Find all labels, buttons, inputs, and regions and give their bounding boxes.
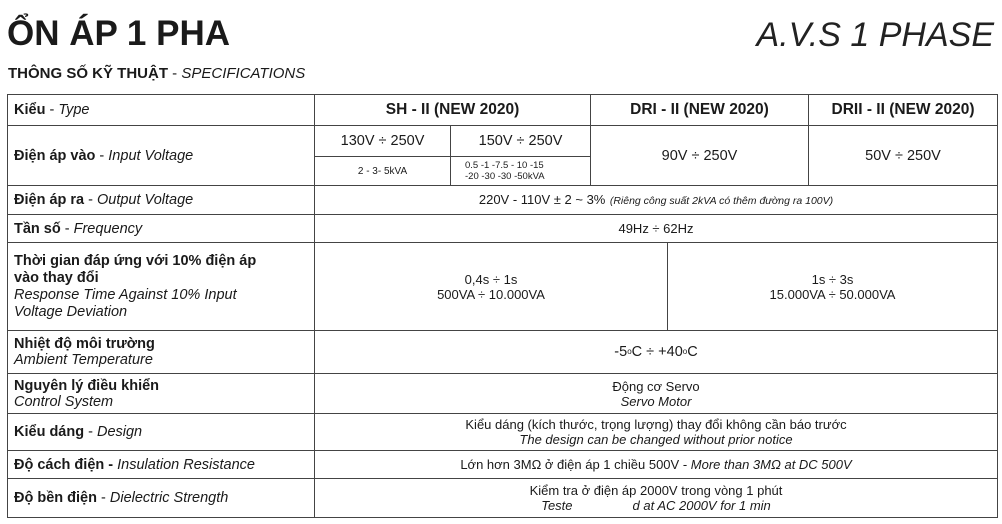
label-dielectric-strength: Độ bền điện - Dielectric Strength [8,479,315,518]
insulation-resistance-value: Lớn hơn 3MΩ ở điện áp 1 chiều 500V - More than 3MΩ at DC 500V [315,451,998,479]
header-dri-ii: DRI - II (NEW 2020) [591,95,809,126]
dielectric-strength-value: Kiểm tra ở điện áp 2000V trong vòng 1 phút Teste d at AC 2000V for 1 min [315,479,998,518]
label-control-system: Nguyên lý điều khiển Control System [8,374,315,414]
response-time-small: 0,4s ÷ 1s 500VA ÷ 10.000VA [315,243,668,331]
row-input-voltage [8,126,998,157]
label-frequency: Tần số - Frequency [8,215,315,243]
row-ambient-temperature [8,331,998,374]
section-heading-vi: THÔNG SỐ KỸ THUẬT [8,65,168,82]
row-response-time [8,243,998,331]
header-drii-ii: DRII - II (NEW 2020) [809,95,998,126]
header-sh-ii: SH - II (NEW 2020) [315,95,591,126]
sh-power-b: 0.5 -1 -7.5 - 10 -15 -20 -30 -30 -50kVA [451,157,591,186]
label-ambient-temperature: Nhiệt độ môi trường Ambient Temperature [8,331,315,374]
section-heading-separator: - [168,65,182,82]
row-insulation-resistance [8,451,998,479]
output-voltage-note: (Riêng công suất 2kVA có thêm đường ra 100V) [609,195,834,207]
row-dielectric-strength [8,479,998,518]
spec-table [7,94,998,518]
section-heading-en: SPECIFICATIONS [181,65,306,82]
row-output-voltage [8,186,998,215]
row-design [8,414,998,451]
label-type: Kiểu - Type [8,95,315,126]
page-title: ỔN ÁP 1 PHA [7,14,231,53]
ambient-temperature-value: $-5^oC \div +40^oC$ [315,331,998,374]
page-title-english: A.V.S 1 PHASE [756,16,994,54]
row-control-system [8,374,998,414]
response-time-large: 1s ÷ 3s 15.000VA ÷ 50.000VA [668,243,998,331]
drii-input-range: 50V ÷ 250V [809,126,998,186]
dri-input-range: 90V ÷ 250V [591,126,809,186]
label-design: Kiểu dáng - Design [8,414,315,451]
label-output-voltage: Điện áp ra - Output Voltage [8,186,315,215]
output-voltage-value: 220V - 110V ± 2 ~ 3% (Riêng công suất 2kVA có thêm đường ra 100V) [315,186,998,215]
section-heading [8,64,305,84]
sh-power-a: 2 - 3- 5kVA [315,157,451,186]
label-input-voltage: Điện áp vào - Input Voltage [8,126,315,186]
control-system-value: Động cơ Servo Servo Motor [315,374,998,414]
frequency-value: 49Hz ÷ 62Hz [315,215,998,243]
sh-range-b: 150V ÷ 250V [451,126,591,157]
row-type [8,95,998,126]
sh-range-a: 130V ÷ 250V [315,126,451,157]
row-frequency [8,215,998,243]
label-insulation-resistance: Độ cách điện - Insulation Resistance [8,451,315,479]
design-value: Kiểu dáng (kích thước, trọng lượng) thay đổi không cần báo trước The design can be changed without prior notice [315,414,998,451]
label-response-time: Thời gian đáp ứng với 10% điện áp vào thay đổi Response Time Against 10% Input Voltage Deviation [8,243,315,331]
